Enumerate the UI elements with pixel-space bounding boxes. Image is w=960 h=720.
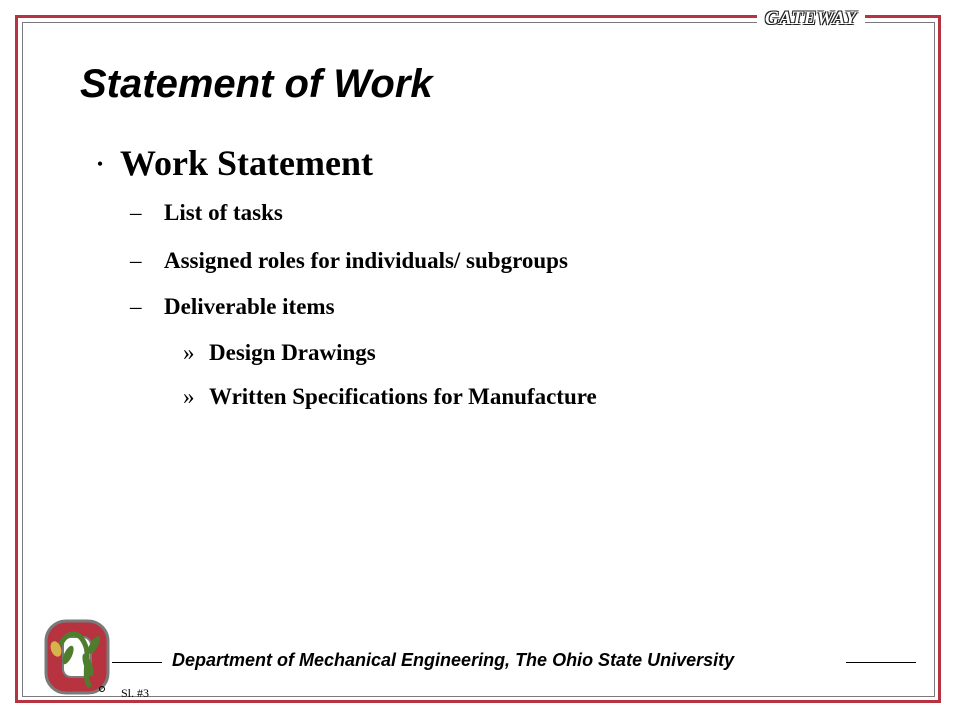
chevron-marker: » — [183, 384, 195, 409]
footer-department: Department of Mechanical Engineering, The Ohio State University — [172, 650, 735, 670]
bullet-level2 — [130, 248, 568, 274]
bullet-text: Work Statement — [120, 143, 373, 183]
bullet-level2 — [130, 294, 335, 320]
bullet-text: Deliverable items — [164, 294, 335, 319]
bullet-text: List of tasks — [164, 200, 283, 225]
slide-title: Statement of Work — [80, 62, 433, 106]
bullet-marker: • — [97, 156, 103, 173]
bullet-text: Written Specifications for Manufacture — [209, 384, 597, 409]
bullet-text: Design Drawings — [209, 340, 376, 365]
slide-frame-inner — [22, 22, 935, 697]
chevron-marker: » — [183, 340, 195, 365]
bullet-text: Assigned roles for individuals/ subgroups — [164, 248, 568, 273]
footer-rule-left — [112, 662, 162, 663]
bullet-level3 — [183, 384, 597, 410]
dash-marker: – — [130, 294, 142, 319]
gateway-brand: GATEWAY — [757, 8, 865, 30]
dash-marker: – — [130, 200, 142, 225]
footer-rule-right — [846, 662, 916, 663]
slide-number: Sl. #3 — [121, 686, 150, 700]
bullet-level2 — [130, 200, 283, 226]
bullet-level3 — [183, 340, 376, 366]
dash-marker: – — [130, 248, 142, 273]
ohio-state-logo-icon — [38, 615, 118, 701]
bullet-level1 — [80, 142, 373, 184]
